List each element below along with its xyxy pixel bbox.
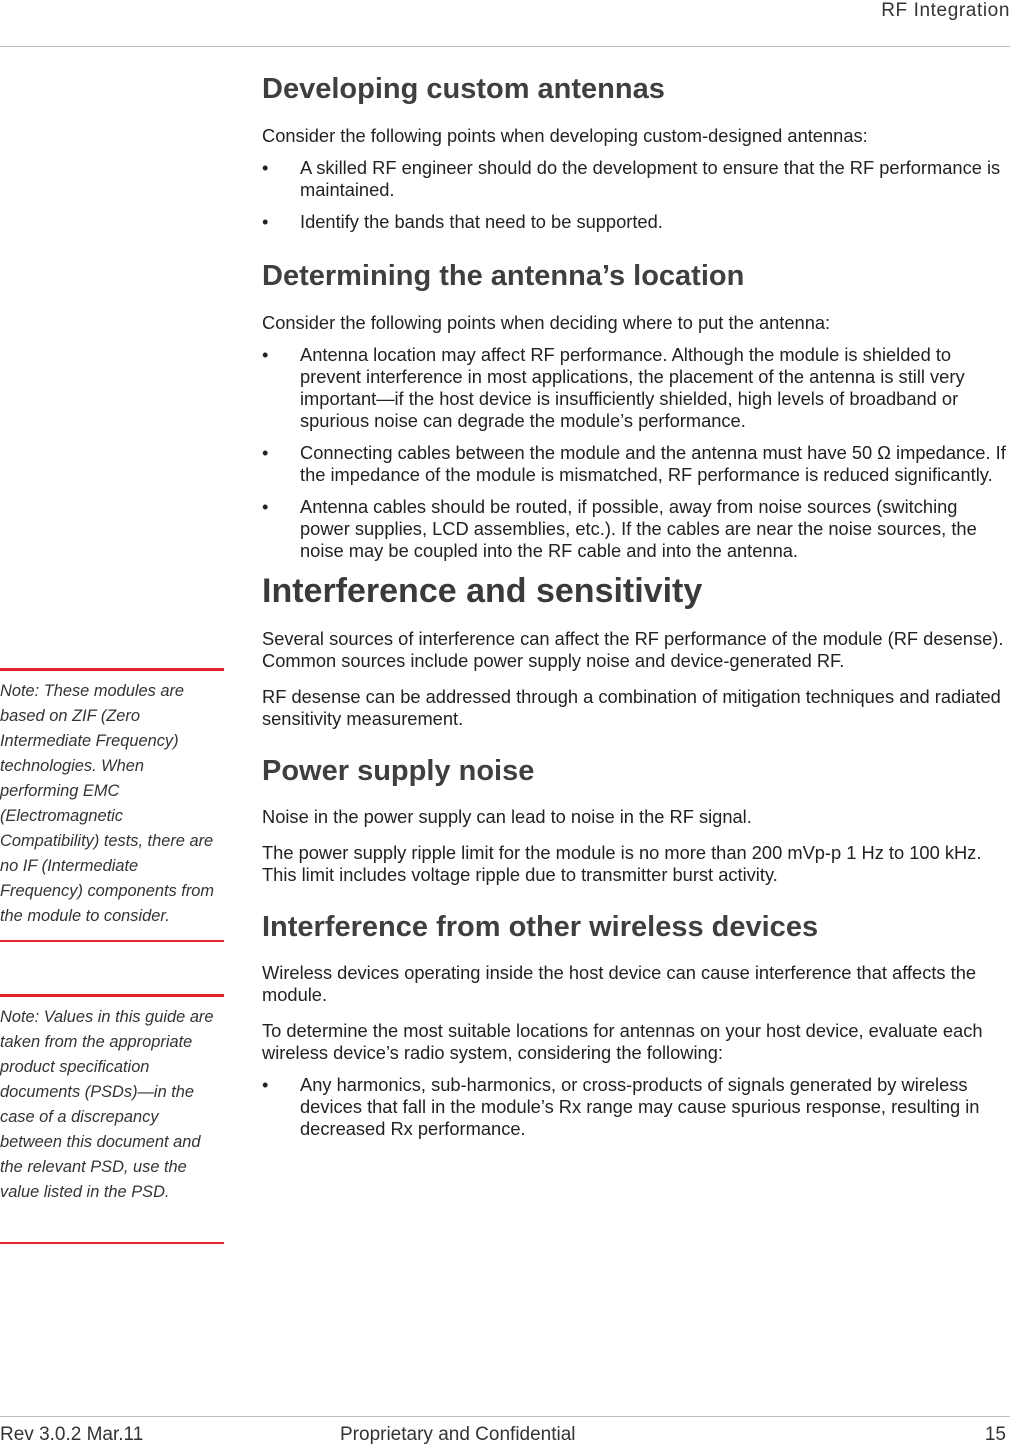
list-item: [262, 157, 1008, 201]
margin-note-psd: [0, 994, 224, 1244]
bullet-marker: •: [262, 344, 269, 365]
list-item-text: Connecting cables between the module and the antenna must have 50 Ω impedance. If the impedance of the module is mismatched, RF performance is reduced significantly.: [300, 442, 1006, 485]
margin-note-text: Note: Values in this guide are taken from the appropriate product specification documents (PSDs)—in the case of a discrepancy between this document and the relevant PSD, use the value listed in the PSD.: [0, 1008, 214, 1201]
footer-confidentiality: Proprietary and Confidential: [340, 1424, 576, 1445]
main-content: [262, 66, 1008, 1140]
list-item-text: Antenna cables should be routed, if possible, away from noise sources (switching power supplies, LCD assemblies, etc.). If the cables are near the noise sources, the noise may be coupled into the RF cable and into the antenna.: [300, 496, 977, 561]
bullet-list: [262, 1074, 1008, 1140]
paragraph: Noise in the power supply can lead to noise in the RF signal.: [262, 806, 752, 827]
heading-antenna-location: Determining the antenna’s location: [262, 260, 745, 292]
list-item: [262, 1074, 1008, 1140]
running-header: RF Integration: [881, 0, 1010, 21]
margin-note-text: Note: These modules are based on ZIF (Zero Intermediate Frequency) technologies. When performing EMC (Electromagnetic Compatibility) tests, there are no IF (Intermediate Frequency) components from the module to consider.: [0, 682, 215, 925]
bullet-marker: •: [262, 496, 269, 517]
list-item: [262, 211, 1008, 233]
heading-interference-sensitivity: Interference and sensitivity: [262, 572, 703, 610]
list-item-text: Identify the bands that need to be supported.: [300, 211, 663, 232]
header-divider: [0, 46, 1010, 47]
list-item-text: Any harmonics, sub-harmonics, or cross-products of signals generated by wireless devices that fall in the module’s Rx range may cause spurious response, resulting in decreased Rx performance.: [300, 1074, 980, 1139]
list-item: [262, 496, 1008, 562]
heading-power-supply-noise: Power supply noise: [262, 755, 535, 787]
paragraph: The power supply ripple limit for the module is no more than 200 mVp-p 1 Hz to 100 kHz. This limit includes voltage ripple due to transmitter burst activity.: [262, 842, 982, 885]
list-item: [262, 344, 1008, 432]
bullet-marker: •: [262, 442, 269, 463]
bullet-marker: •: [262, 157, 269, 178]
bullet-marker: •: [262, 211, 269, 232]
paragraph: Wireless devices operating inside the host device can cause interference that affects the module.: [262, 962, 977, 1005]
paragraph: Several sources of interference can affect the RF performance of the module (RF desense). Common sources include power supply noise and device-generated RF.: [262, 628, 1004, 671]
paragraph: To determine the most suitable locations for antennas on your host device, evaluate each wireless device’s radio system, considering the following:: [262, 1020, 983, 1063]
paragraph: RF desense can be addressed through a combination of mitigation techniques and radiated sensitivity measurement.: [262, 686, 1001, 729]
footer-divider: [0, 1416, 1010, 1417]
margin-note-zif: [0, 668, 224, 942]
bullet-list: [262, 157, 1008, 233]
list-item-text: A skilled RF engineer should do the development to ensure that the RF performance is maintained.: [300, 157, 1001, 200]
paragraph: Consider the following points when deciding where to put the antenna:: [262, 312, 831, 333]
paragraph: Consider the following points when developing custom-designed antennas:: [262, 125, 868, 146]
heading-custom-antennas: Developing custom antennas: [262, 73, 665, 105]
page-number: 15: [984, 1424, 1006, 1445]
footer-revision: Rev 3.0.2 Mar.11: [0, 1424, 144, 1445]
bullet-list: [262, 344, 1008, 562]
heading-other-wireless-devices: Interference from other wireless devices: [262, 911, 819, 943]
list-item-text: Antenna location may affect RF performance. Although the module is shielded to prevent interference in most applications, the placement of the antenna is still very important—if the host device is insufficiently shielded, high levels of broadband or spurious noise can degrade the module’s performance.: [300, 344, 965, 431]
list-item: [262, 442, 1008, 486]
bullet-marker: •: [262, 1074, 269, 1095]
